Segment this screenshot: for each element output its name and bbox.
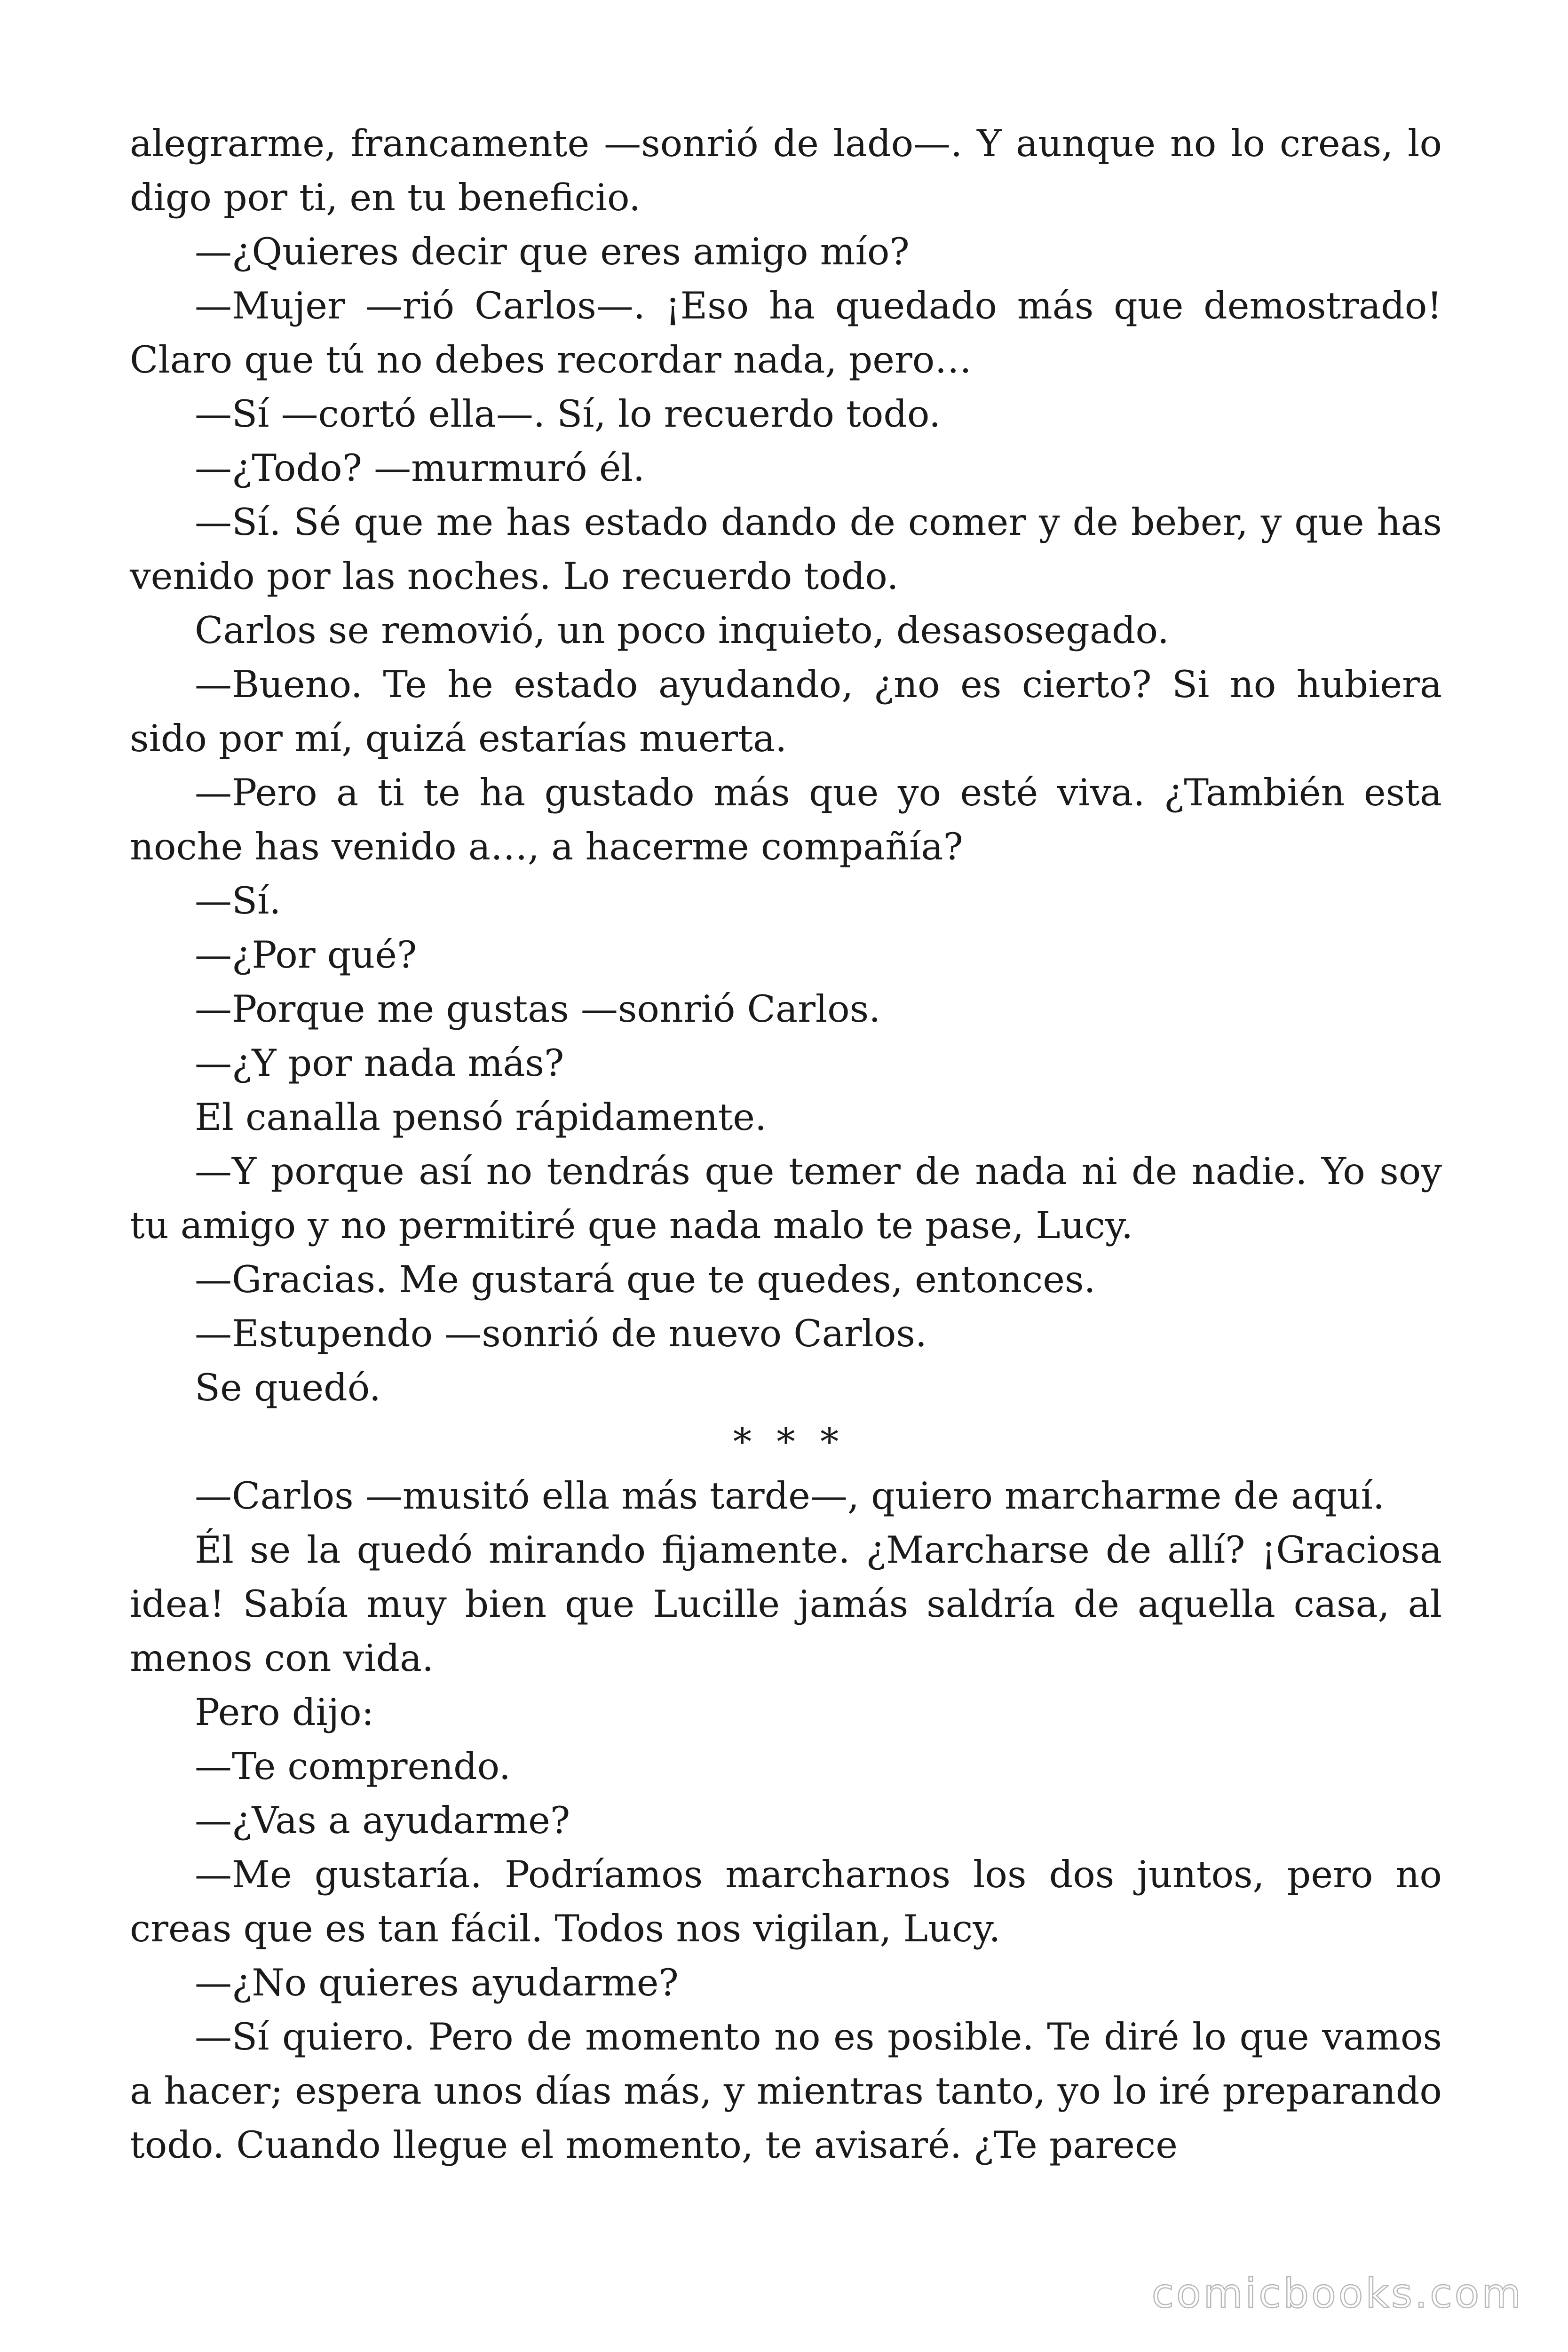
paragraph: —¿No quieres ayudarme? xyxy=(195,1961,679,2004)
paragraph: —¿Vas a ayudarme? xyxy=(195,1799,570,1842)
paragraph: Él se la quedó mirando fijamente. ¿Marcharse de allí? ¡Graciosa idea! Sabía muy bien que Lucille jamás saldría de aquella casa, al menos con vida. xyxy=(130,1528,1442,1680)
paragraph: El canalla pensó rápidamente. xyxy=(195,1096,767,1139)
paragraph: Se quedó. xyxy=(195,1366,381,1409)
paragraph: —Gracias. Me gustará que te quedes, entonces. xyxy=(195,1258,1096,1301)
paragraph: —¿Quieres decir que eres amigo mío? xyxy=(195,230,910,273)
paragraph: Carlos se removió, un poco inquieto, desasosegado. xyxy=(195,609,1169,652)
paragraph: Pero dijo: xyxy=(195,1691,374,1734)
paragraph: —Mujer —rió Carlos—. ¡Eso ha quedado más que demostrado! Claro que tú no debes recordar nada, pero… xyxy=(130,284,1442,381)
paragraph: —Pero a ti te ha gustado más que yo esté viva. ¿También esta noche has venido a…, a hacerme compañía? xyxy=(130,771,1442,868)
text-section-after-break xyxy=(130,1469,1442,2172)
scene-break: * * * xyxy=(733,1420,846,1463)
paragraph: —Bueno. Te he estado ayudando, ¿no es cierto? Si no hubiera sido por mí, quizá estarías muerta. xyxy=(130,663,1442,760)
paragraph: —Porque me gustas —sonrió Carlos. xyxy=(195,987,881,1031)
paragraph: —¿Por qué? xyxy=(195,933,417,977)
paragraph: —Me gustaría. Podríamos marcharnos los dos juntos, pero no creas que es tan fácil. Todos nos vigilan, Lucy. xyxy=(130,1853,1442,1950)
paragraph: —Estupendo —sonrió de nuevo Carlos. xyxy=(195,1312,927,1355)
paragraph: alegrarme, francamente —sonrió de lado—. Y aunque no lo creas, lo digo por ti, en tu beneficio. xyxy=(130,122,1442,219)
paragraph: —Y porque así no tendrás que temer de nada ni de nadie. Yo soy tu amigo y no permitiré que nada malo te pase, Lucy. xyxy=(130,1150,1442,1247)
paragraph: —Sí. Sé que me has estado dando de comer y de beber, y que has venido por las noches. Lo recuerdo todo. xyxy=(130,501,1442,598)
text-section-before-break xyxy=(130,117,1442,1415)
paragraph: —Carlos —musitó ella más tarde—, quiero marcharme de aquí. xyxy=(195,1474,1385,1518)
paragraph: —Te comprendo. xyxy=(195,1745,511,1788)
watermark: comicbooks.com xyxy=(1151,2270,1523,2317)
paragraph: —¿Y por nada más? xyxy=(195,1041,564,1085)
paragraph: —¿Todo? —murmuró él. xyxy=(195,446,645,490)
paragraph: —Sí. xyxy=(195,879,281,922)
paragraph: —Sí —cortó ella—. Sí, lo recuerdo todo. xyxy=(195,392,941,436)
page-body xyxy=(130,117,1442,2172)
paragraph: —Sí quiero. Pero de momento no es posible. Te diré lo que vamos a hacer; espera unos días más, y mientras tanto, yo lo iré preparando todo. Cuando llegue el momento, te avisaré. ¿Te parece xyxy=(130,2015,1442,2167)
